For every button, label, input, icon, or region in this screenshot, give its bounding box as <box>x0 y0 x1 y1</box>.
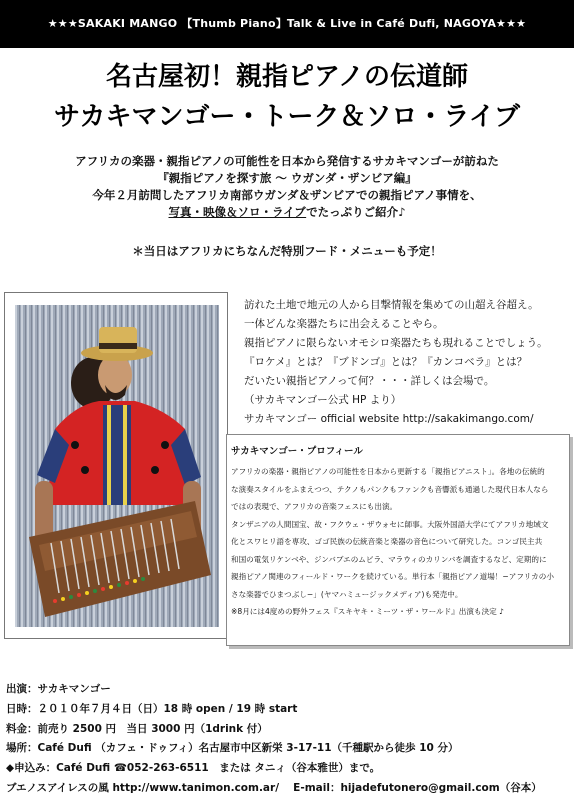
description-line: 訪れた土地で地元の人から目撃情報を集めての山超え谷超え。 <box>244 299 539 311</box>
title-line-1: 名古屋初！親指ピアノの伝道師 <box>106 62 468 92</box>
profile-line: な演奏スタイルをふまえつつ、テクノもパンクもファンクも音響派も通過した現代日本人なら <box>231 484 549 494</box>
profile-line: ※8月には4度めの野外フェス『スキヤキ・ミーツ・ザ・ワールド』出演も決定 ♪ <box>231 607 505 616</box>
description-line: 『ロケメ』とは？『ブドンゴ』とは？『カンコベラ』とは？ <box>244 356 528 368</box>
profile-line: タンザニアの人間国宝、故・フクウェ・ザウォセに師事。大阪外国語大学にてアフリカ地域文 <box>231 519 549 529</box>
event-info <box>6 680 542 799</box>
intro-line-4 <box>0 204 574 221</box>
date-time: 日時：２０１０年７月４日（日）18 時 open / 19 時 start <box>6 702 298 715</box>
intro-line-3: 今年２月訪問したアフリカ南部ウガンダ＆ザンビアでの親指ピアノ事情を、 <box>92 188 482 202</box>
special-menu-note: ＊当日はアフリカにちなんだ特別フード・メニューも予定！ <box>132 244 442 258</box>
website-link[interactable]: サカキマンゴー official website http://sakakimango.com/ <box>244 413 534 425</box>
description-line: だいたい親指ピアノって何？・・・詳しくは会場で。 <box>244 375 495 387</box>
description-line: 親指ピアノに限らないオモシロ楽器たちも現れることでしょう。 <box>244 337 548 349</box>
profile-line: 和国の電気リケンベや、ジンバブエのムビラ、マラウィのカリンバを調査するなど、定期的に <box>231 554 547 564</box>
profile-line: アフリカの楽器・親指ピアノの可能性を日本から更新する「親指ピアニスト」。各地の伝統的 <box>231 467 545 476</box>
venue: 場所：Café Dufi （カフェ・ドゥフィ）名古屋市中区新栄 3-17-11（千種駅から徒歩 10 分） <box>6 742 459 755</box>
intro-line-1: アフリカの楽器・親指ピアノの可能性を日本から発信するサカキマンゴーが訪ねた <box>75 154 499 168</box>
booking: ◆申込み：Café Dufi ☎052-263-6511 または タニィ（谷本雅世）まで。 <box>6 762 381 775</box>
profile-body <box>231 463 565 621</box>
description-line: 一体どんな楽器たちに出会えることやら。 <box>244 318 444 330</box>
intro-line-2: 『親指ピアノを探す旅 ～ ウガンダ・ザンビア編』 <box>157 171 417 185</box>
profile-box <box>226 434 570 646</box>
profile-line: ではの表現で、アフリカの音楽フェスにも出演。 <box>231 502 398 511</box>
intro-line-4-rest: でたっぷりご紹介♪ <box>306 205 406 219</box>
intro-highlight: 写真・映像＆ソロ・ライブ <box>168 205 307 219</box>
intro <box>0 153 574 221</box>
profile-heading: サカキマンゴー・プロフィール <box>231 446 363 457</box>
profile-line: さな楽器でひまつぶし−」(ヤマハミュージックメディア)も発売中。 <box>231 589 463 599</box>
fee: 料金：前売り 2500 円 当日 3000 円（1drink 付） <box>6 722 268 735</box>
contact-links[interactable]: ブエノスアイレスの風 http://www.tanimon.com.ar/ E-mail：hijadefutonero@gmail.com（谷本） <box>6 781 542 794</box>
profile-line: 化とスワヒリ語を専攻、ゴゴ民族の伝統音楽と楽器の音色について研究した。コンゴ民主共 <box>231 537 543 546</box>
profile-line: 親指ピアノ関連のフィールド・ワークを続けている。単行本「親指ピアノ道場！−アフリカの小 <box>231 572 554 581</box>
photo-frame <box>4 292 228 639</box>
title-line-2: サカキマンゴー・トーク＆ソロ・ライブ <box>54 102 520 132</box>
header-banner: ★★★SAKAKI MANGO 【Thumb Piano】Talk & Live in Café Dufi, NAGOYA★★★ <box>0 0 574 48</box>
event-description <box>244 296 564 429</box>
description-line: （サカキマンゴー公式 HP より） <box>244 394 402 406</box>
performer: 出演：サカキマンゴー <box>6 683 111 695</box>
artist-photo <box>15 305 219 627</box>
